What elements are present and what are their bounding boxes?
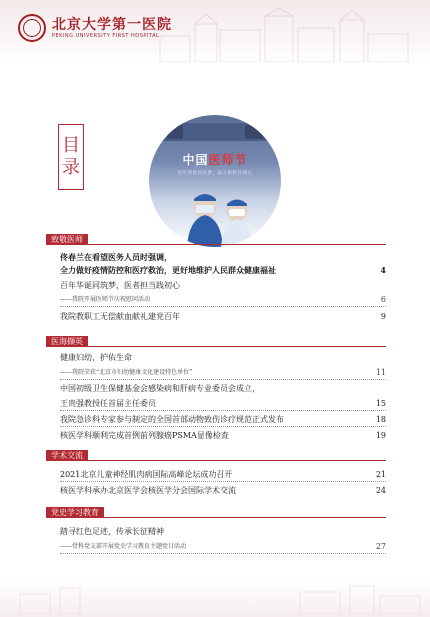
building-skyline-decoration xyxy=(150,6,430,62)
toc-entry[interactable]: 百年华诞同筑梦，医者担当践初心 xyxy=(60,281,180,290)
toc-entry[interactable]: 佟春兰在看望医务人员时强调， xyxy=(60,252,172,262)
page-number: 11 xyxy=(375,368,386,377)
section-label: 党史学习教育 xyxy=(46,507,104,518)
page-number: 18 xyxy=(375,415,386,424)
toc-entry[interactable]: ——我院荣获“北京市妇幼健康文化建设特色单位” 11 xyxy=(60,368,386,377)
page-number: 15 xyxy=(375,399,386,408)
page-number: 6 xyxy=(380,295,386,304)
toc-title: 目 录 xyxy=(58,124,84,190)
section-label: 致敬医师 xyxy=(46,234,88,245)
toc-entry[interactable]: 王贵强教授任首届主任委员 15 xyxy=(60,399,386,408)
section-zhijing-yishi xyxy=(46,234,386,245)
banner-title: 中国医师节 xyxy=(182,153,248,167)
hospital-seal-icon xyxy=(18,14,46,42)
toc-entry[interactable]: 我院教职工无偿献血献礼建党百年 9 xyxy=(60,312,386,321)
page-number: 27 xyxy=(375,542,386,551)
section-dangshi-xuexi xyxy=(46,507,386,518)
toc-entry[interactable]: 中国初级卫生保健基金会感染病和肝病专业委员会成立， xyxy=(60,384,260,393)
page-number: 21 xyxy=(375,470,386,479)
toc-entry[interactable]: 踏寻红色足迹，传承长征精神 xyxy=(60,527,164,536)
toc-entry[interactable]: ——骨科党支部开展党史学习教育主题党日活动 27 xyxy=(60,542,386,551)
page-number: 4 xyxy=(380,265,386,275)
doctors-day-banner xyxy=(149,115,281,247)
section-label: 学术交流 xyxy=(46,450,88,461)
toc-entry[interactable]: 2021北京儿童神经肌肉病国际高峰论坛成功召开 21 xyxy=(60,470,386,479)
footer-skyline-decoration xyxy=(0,584,430,614)
logo-english-name: PEKING UNIVERSITY FIRST HOSPITAL xyxy=(52,33,160,39)
toc-entry[interactable]: ——我院开展医师节庆祝慰问活动 6 xyxy=(60,295,386,304)
logo-chinese-name: 北京大学第一医院 xyxy=(52,17,172,33)
section-yihai-xieying xyxy=(46,336,386,347)
toc-entry[interactable]: 健康妇幼，护佑生命 xyxy=(60,353,132,362)
toc-entry[interactable]: 核医学科承办北京医学会核医学分会国际学术交流 24 xyxy=(60,486,386,495)
banner-subtitle: 百年华诞同庆梦，奋斗新时代初心 xyxy=(177,171,253,176)
page-number: 19 xyxy=(375,431,386,440)
page-number: 9 xyxy=(380,312,386,321)
toc-entry[interactable]: 全力做好疫情防控和医疗救治，更好地维护人民群众健康福祉 4 xyxy=(60,265,386,275)
section-xueshu-jiaoliu xyxy=(46,450,386,461)
section-label: 医海撷英 xyxy=(46,336,88,347)
page-number: 24 xyxy=(375,486,386,495)
toc-entry[interactable]: 核医学科顺利完成首例前列腺癌PSMA显像检查 19 xyxy=(60,431,386,440)
toc-entry[interactable]: 我院急诊科专家参与制定的全国首部动物致伤诊疗规范正式发布 18 xyxy=(60,415,386,424)
hospital-logo xyxy=(18,14,172,42)
